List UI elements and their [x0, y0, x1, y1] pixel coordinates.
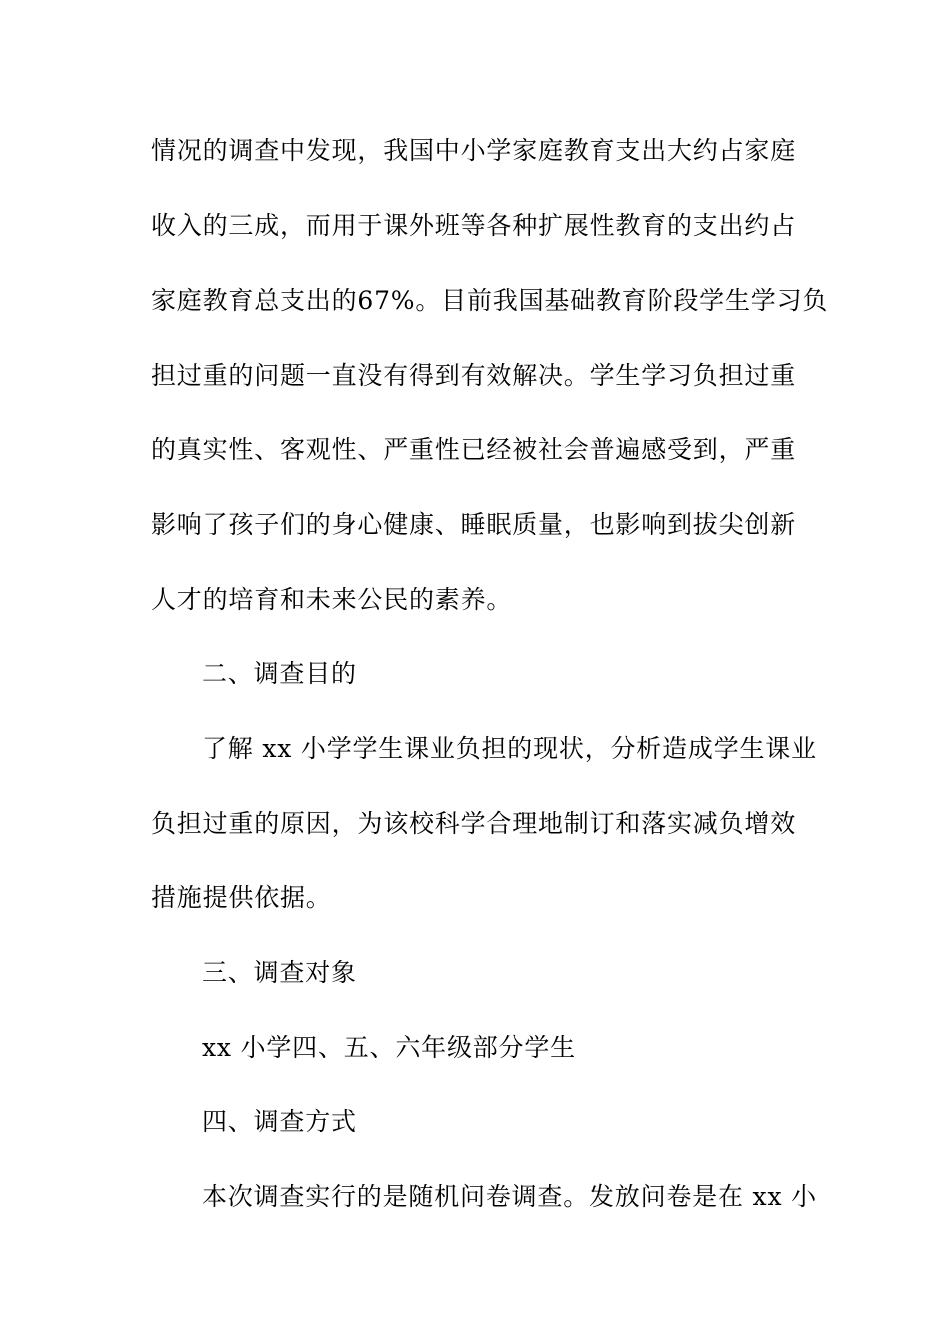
paragraph-line: 措施提供依据。: [151, 883, 332, 912]
paragraph-line: 影响了孩子们的身心健康、睡眠质量，也影响到拔尖创新: [151, 510, 797, 539]
paragraph-line: 担过重的问题一直没有得到有效解决。学生学习负担过重: [151, 361, 797, 390]
paragraph-line: 本次调查实行的是随机问卷调查。发放问卷是在 xx 小: [202, 1182, 817, 1211]
paragraph-line: 人才的培育和未来公民的素养。: [151, 585, 513, 614]
section-heading: 二、调查目的: [202, 659, 357, 688]
paragraph-line: 负担过重的原因，为该校科学合理地制订和落实减负增效: [151, 809, 797, 838]
paragraph-line: 家庭教育总支出的67%。目前我国基础教育阶段学生学习负: [151, 286, 829, 315]
paragraph-line: 收入的三成，而用于课外班等各种扩展性教育的支出约占: [151, 211, 797, 240]
paragraph-line: 了解 xx 小学学生课业负担的现状，分析造成学生课业: [202, 734, 817, 763]
paragraph-line: xx 小学四、五、六年级部分学生: [202, 1033, 576, 1062]
section-heading: 四、调查方式: [202, 1107, 357, 1136]
section-heading: 三、调查对象: [202, 958, 357, 987]
paragraph-line: 情况的调查中发现，我国中小学家庭教育支出大约占家庭: [151, 136, 797, 165]
paragraph-line: 的真实性、客观性、严重性已经被社会普遍感受到，严重: [151, 435, 797, 464]
